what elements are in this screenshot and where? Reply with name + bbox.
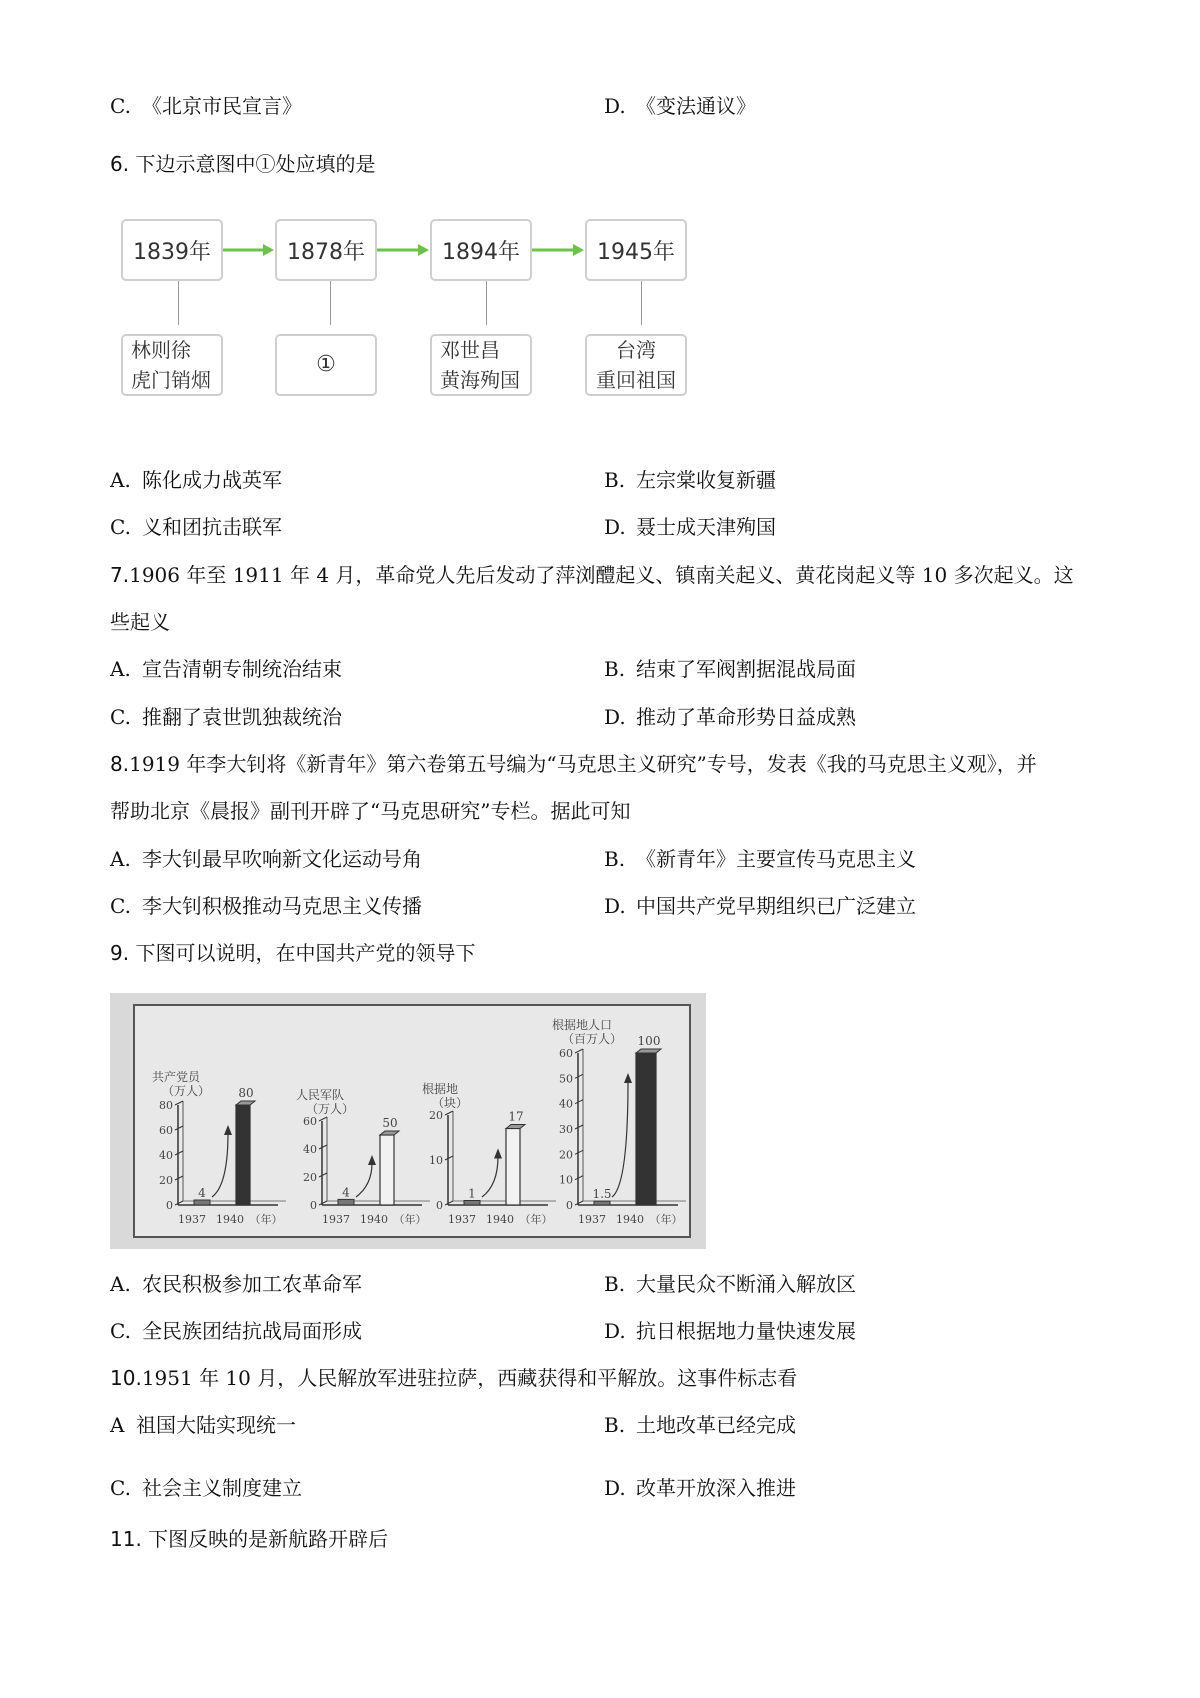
q9-option-b — [604, 1270, 856, 1298]
q8-option-a — [110, 845, 422, 873]
bar-value-label: 100 — [637, 1034, 661, 1048]
x-tick-label: 1940 — [616, 1213, 644, 1226]
y-tick-label: 60 — [159, 1124, 173, 1137]
chart-canvas — [110, 993, 706, 1249]
q6-option-a — [110, 466, 282, 494]
x-tick-label: 1937 — [578, 1213, 606, 1226]
option-letter: B. — [604, 847, 626, 871]
x-unit-label: （年） — [519, 1213, 553, 1226]
option-text: 抗日根据地力量快速发展 — [636, 1319, 856, 1343]
bar-1937 — [594, 1201, 610, 1205]
x-tick-label: 1937 — [178, 1213, 206, 1226]
connector-4 — [641, 281, 642, 325]
event-line: 台湾 — [616, 338, 656, 362]
option-letter: B. — [604, 1413, 626, 1437]
bar-value-label: 4 — [198, 1186, 206, 1200]
option-letter: C. — [110, 515, 131, 539]
event-line: 林则徐 — [131, 338, 191, 362]
q8-option-c — [110, 892, 422, 920]
chart-title: 根据地人口 — [552, 1018, 613, 1032]
option-text: 祖国大陆实现统一 — [136, 1413, 296, 1437]
option-text: 大量民众不断涌入解放区 — [636, 1272, 856, 1296]
y-tick-label: 0 — [310, 1199, 317, 1212]
option-letter: D. — [604, 705, 626, 729]
x-unit-label: （年） — [393, 1213, 427, 1226]
option-letter: C. — [110, 1476, 131, 1500]
arrow-1 — [223, 244, 274, 256]
question-text: 下图可以说明，在中国共产党的领导下 — [135, 941, 476, 965]
option-letter: C. — [110, 705, 131, 729]
option-letter: D. — [604, 1319, 626, 1343]
option-text: 聂士成天津殉国 — [636, 515, 776, 539]
arrow-2 — [377, 244, 429, 256]
timeline-year-2: 1878年 — [275, 219, 377, 281]
q8-stem-line-2: 帮助北京《晨报》副刊开辟了“马克思研究”专栏。据此可知 — [110, 799, 631, 823]
bar-1937 — [464, 1201, 480, 1206]
y-tick-label: 10 — [559, 1173, 573, 1187]
event-line: ① — [316, 352, 336, 377]
option-letter: A. — [110, 847, 131, 871]
option-letter: A. — [110, 468, 131, 492]
question-text: 1919 年李大钊将《新青年》第六卷第五号编为“马克思主义研究”专号，发表《我的马克思主义观》，并 — [129, 752, 1037, 776]
q10-option-b — [604, 1411, 796, 1439]
q7-option-d — [604, 703, 856, 731]
bar-value-label: 1 — [468, 1186, 476, 1201]
connector-1 — [178, 281, 179, 325]
y-tick-label: 80 — [159, 1099, 173, 1112]
option-text: 《北京市民宣言》 — [142, 94, 302, 118]
timeline-year-4: 1945年 — [585, 219, 687, 281]
event-line: 重回祖国 — [596, 368, 676, 392]
question-number: 8. — [110, 752, 130, 776]
option-text: 推翻了袁世凯独裁统治 — [142, 705, 342, 729]
option-letter: C. — [110, 894, 131, 918]
q8-option-d — [604, 892, 916, 920]
option-text: 左宗棠收复新疆 — [636, 468, 776, 492]
q6-option-b — [604, 466, 776, 494]
option-text: 义和团抗击联军 — [142, 515, 282, 539]
y-tick-label: 20 — [429, 1109, 443, 1122]
q8-option-b — [604, 845, 916, 873]
option-letter: B. — [604, 657, 626, 681]
x-unit-label: （年） — [649, 1213, 683, 1226]
x-tick-label: 1937 — [322, 1213, 350, 1226]
question-number: 6. — [110, 152, 130, 176]
option-text: 改革开放深入推进 — [636, 1476, 796, 1500]
q10-stem — [110, 1364, 797, 1392]
bar-value-label: 4 — [342, 1185, 350, 1200]
chart-title: 根据地 — [422, 1082, 459, 1096]
option-text: 土地改革已经完成 — [636, 1413, 796, 1437]
option-text: 推动了革命形势日益成熟 — [636, 705, 856, 729]
connector-2 — [330, 281, 331, 325]
y-tick-label: 0 — [566, 1199, 573, 1212]
q7-stem-line-1 — [110, 561, 1074, 589]
x-tick-label: 1940 — [486, 1213, 514, 1226]
q7-option-b — [604, 655, 856, 683]
timeline-year-3: 1894年 — [430, 219, 532, 281]
question-number: 9. — [110, 941, 130, 965]
question-text: 1906 年至 1911 年 4 月，革命党人先后发动了萍浏醴起义、镇南关起义、黄花岗起义等 10 多次起义。这 — [129, 563, 1074, 587]
chart-title: 人民军队 — [296, 1088, 345, 1102]
arrow-3 — [532, 244, 584, 256]
question-number: 11. — [110, 1527, 142, 1551]
chart-ylabel: （块） — [432, 1096, 469, 1110]
event-line: 黄海殉国 — [440, 368, 520, 392]
x-tick-label: 1940 — [360, 1213, 388, 1226]
option-letter: D. — [604, 94, 626, 118]
q10-option-a — [110, 1411, 296, 1439]
y-tick-label: 60 — [303, 1115, 317, 1128]
option-text: 《新青年》主要宣传马克思主义 — [636, 847, 916, 871]
timeline-event-2 — [275, 334, 377, 396]
option-letter: B. — [604, 468, 626, 492]
q7-stem-line-2: 些起义 — [110, 610, 170, 634]
bar-value-label: 17 — [508, 1109, 524, 1124]
timeline-event-3 — [430, 334, 532, 396]
q7-option-c — [110, 703, 342, 731]
timeline-event-1 — [121, 334, 223, 396]
option-letter: C. — [110, 1319, 131, 1343]
y-tick-label: 20 — [159, 1174, 173, 1187]
chart-title: 共产党员 — [152, 1070, 201, 1084]
q9-option-d — [604, 1317, 856, 1345]
event-line: 虎门销烟 — [131, 368, 211, 392]
chart-ylabel: （万人） — [162, 1084, 211, 1098]
option-text: 宣告清朝专制统治结束 — [142, 657, 342, 681]
bar-value-label: 80 — [238, 1086, 254, 1100]
option-letter: C. — [110, 94, 131, 118]
option-text: 《变法通议》 — [636, 94, 756, 118]
question-text: 1951 年 10 月，人民解放军进驻拉萨，西藏获得和平解放。这事件标志看 — [141, 1366, 798, 1390]
timeline-event-4 — [585, 334, 687, 396]
question-number: 10. — [110, 1366, 142, 1390]
bar-1940 — [506, 1129, 520, 1206]
option-letter: A — [110, 1413, 125, 1437]
event-line: 邓世昌 — [440, 338, 500, 362]
y-tick-label: 20 — [303, 1171, 317, 1184]
option-text: 中国共产党早期组织已广泛建立 — [636, 894, 916, 918]
bar-1940 — [636, 1053, 656, 1205]
option-letter: D. — [604, 894, 626, 918]
q11-stem — [110, 1525, 388, 1553]
bar-1940-top — [636, 1049, 661, 1053]
option-letter: B. — [604, 1272, 626, 1296]
option-letter: A. — [110, 657, 131, 681]
q8-stem-line-1 — [110, 750, 1037, 778]
option-text: 农民积极参加工农革命军 — [142, 1272, 362, 1296]
q7-option-a — [110, 655, 342, 683]
q10-option-c — [110, 1474, 302, 1502]
bar-value-label: 50 — [382, 1116, 398, 1130]
y-tick-label: 40 — [559, 1097, 573, 1111]
y-tick-label: 30 — [559, 1123, 573, 1136]
x-tick-label: 1940 — [216, 1213, 244, 1226]
bar-1940 — [236, 1105, 250, 1205]
y-tick-label: 40 — [159, 1149, 173, 1162]
option-text: 全民族团结抗战局面形成 — [142, 1319, 362, 1343]
question-number: 7. — [110, 563, 130, 587]
q9-bar-charts — [110, 993, 706, 1249]
option-text: 陈化成力战英军 — [142, 468, 282, 492]
y-tick-label: 60 — [559, 1047, 573, 1060]
q9-stem — [110, 939, 475, 967]
option-text: 社会主义制度建立 — [142, 1476, 302, 1500]
bar-value-label: 1.5 — [592, 1187, 612, 1202]
y-tick-label: 50 — [559, 1072, 573, 1086]
q6-option-d — [604, 513, 776, 541]
y-tick-label: 20 — [559, 1148, 573, 1162]
chart-ylabel: （万人） — [306, 1102, 355, 1116]
bar-1937 — [338, 1199, 354, 1205]
q9-option-a — [110, 1270, 362, 1298]
chart-ylabel: （百万人） — [562, 1032, 623, 1046]
y-tick-label: 10 — [429, 1154, 443, 1167]
q10-option-d — [604, 1474, 796, 1502]
option-text: 李大钊积极推动马克思主义传播 — [142, 894, 422, 918]
q9-option-c — [110, 1317, 362, 1345]
option-letter: A. — [110, 1272, 131, 1296]
y-tick-label: 40 — [303, 1143, 317, 1156]
y-tick-label: 0 — [166, 1199, 173, 1212]
option-text: 结束了军阀割据混战局面 — [636, 657, 856, 681]
question-text: 下边示意图中①处应填的是 — [135, 152, 376, 176]
q6-option-c — [110, 513, 282, 541]
bar-1940 — [380, 1135, 394, 1205]
x-tick-label: 1937 — [448, 1213, 476, 1226]
question-text: 下图反映的是新航路开辟后 — [148, 1527, 389, 1551]
timeline-year-1: 1839年 — [121, 219, 223, 281]
connector-3 — [486, 281, 487, 325]
option-letter: D. — [604, 1476, 626, 1500]
x-unit-label: （年） — [249, 1213, 283, 1226]
option-letter: D. — [604, 515, 626, 539]
option-text: 李大钊最早吹响新文化运动号角 — [142, 847, 422, 871]
y-tick-label: 0 — [436, 1199, 443, 1212]
bar-1937 — [194, 1200, 210, 1205]
